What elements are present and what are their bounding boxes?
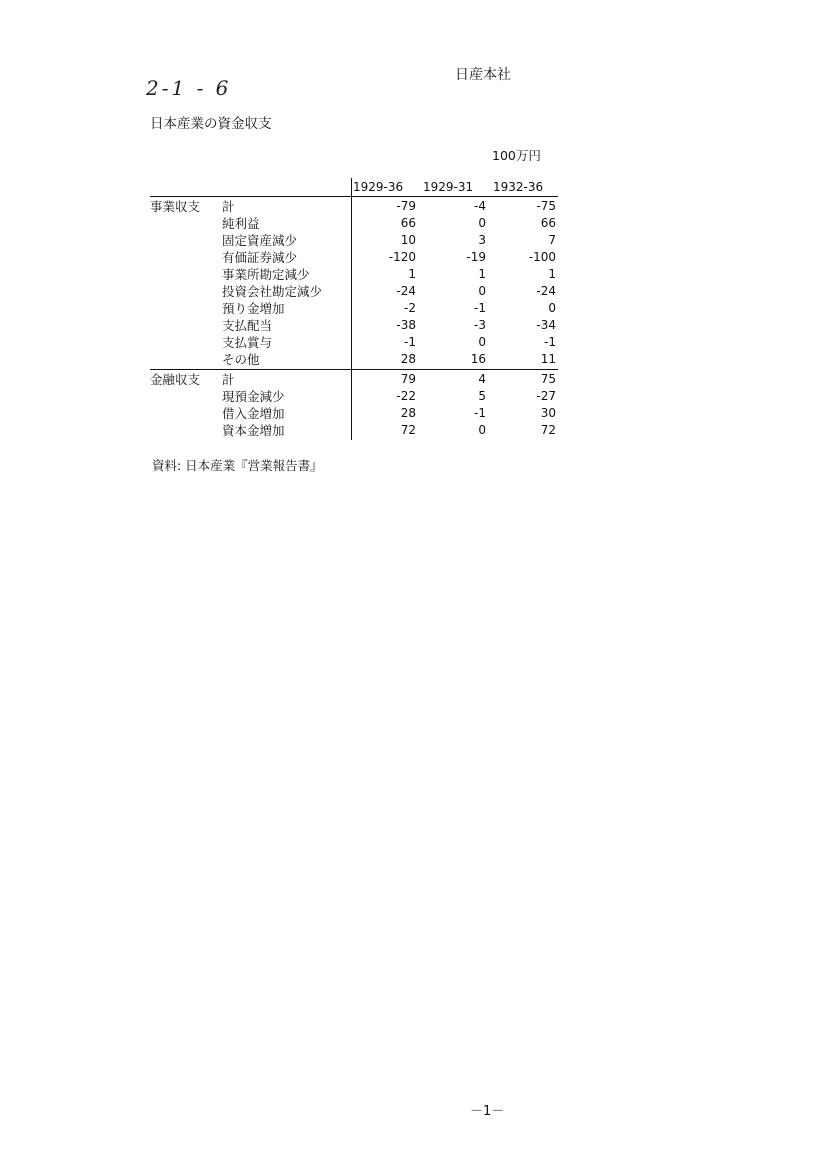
cell-value: 66 [540,216,556,230]
cell-value: 28 [400,352,416,366]
cell-value: 0 [478,335,486,349]
cell-value: 16 [470,352,486,366]
cell-value: 4 [478,372,486,386]
cell-value: -34 [536,318,556,332]
row-label: 資本金増加 [222,423,285,438]
column-header: 1932-36 [493,180,544,194]
group-rule [150,369,558,370]
cell-value: 72 [400,423,416,437]
cell-value: -27 [536,389,556,403]
cell-value: -1 [474,406,486,420]
column-header: 1929-31 [423,180,474,194]
row-label: その他 [222,352,260,367]
cell-value: 79 [400,372,416,386]
cell-value: -1 [544,335,556,349]
row-label: 預り金増加 [222,301,285,316]
cell-value: 1 [478,267,486,281]
cell-value: -2 [404,301,416,315]
cell-value: 0 [478,423,486,437]
row-label: 計 [222,199,235,214]
row-label: 固定資産減少 [222,233,298,248]
cell-value: 66 [400,216,416,230]
cell-value: 10 [400,233,416,247]
cell-value: -1 [474,301,486,315]
row-label: 事業所勘定減少 [222,267,310,282]
page-number: －1－ [470,1104,505,1119]
cell-value: -4 [474,199,486,213]
company-label: 日産本社 [455,67,511,83]
cell-value: 28 [400,406,416,420]
cell-value: 72 [540,423,556,437]
group-label: 事業収支 [150,199,201,214]
row-label: 借入金増加 [222,406,285,421]
row-label: 純利益 [222,216,260,231]
cell-value: -3 [474,318,486,332]
column-header: 1929-36 [353,180,404,194]
cell-value: -24 [396,284,416,298]
header-rule [150,196,558,197]
cell-value: -1 [404,335,416,349]
cell-value: -79 [396,199,416,213]
cash-flow-table [150,178,558,440]
cell-value: -100 [528,250,556,264]
row-label: 現預金減少 [222,389,285,404]
cell-value: -75 [536,199,556,213]
cell-value: 0 [478,216,486,230]
cell-value: 0 [478,284,486,298]
row-label: 支払賞与 [222,335,273,350]
row-label: 計 [222,372,235,387]
cell-value: 1 [548,267,556,281]
cell-value: 30 [540,406,556,420]
cell-value: 11 [540,352,556,366]
cell-value: -38 [396,318,416,332]
cell-value: 1 [408,267,416,281]
row-label: 支払配当 [222,318,273,333]
cell-value: 75 [540,372,556,386]
cell-value: -22 [396,389,416,403]
table-title: 日本産業の資金収支 [150,116,272,132]
cell-value: -120 [388,250,416,264]
cell-value: -19 [466,250,486,264]
row-label: 有価証券減少 [222,250,298,265]
cell-value: -24 [536,284,556,298]
column-divider [351,178,352,440]
source-note: 資料: 日本産業『営業報告書』 [152,458,323,473]
cell-value: 5 [478,389,486,403]
group-label: 金融収支 [150,372,201,387]
row-label: 投資会社勘定減少 [222,284,323,299]
handwritten-number: 2-1 - 6 [146,76,232,100]
cell-value: 7 [548,233,556,247]
cell-value: 0 [548,301,556,315]
unit-label: 100万円 [492,148,541,163]
cell-value: 3 [478,233,486,247]
